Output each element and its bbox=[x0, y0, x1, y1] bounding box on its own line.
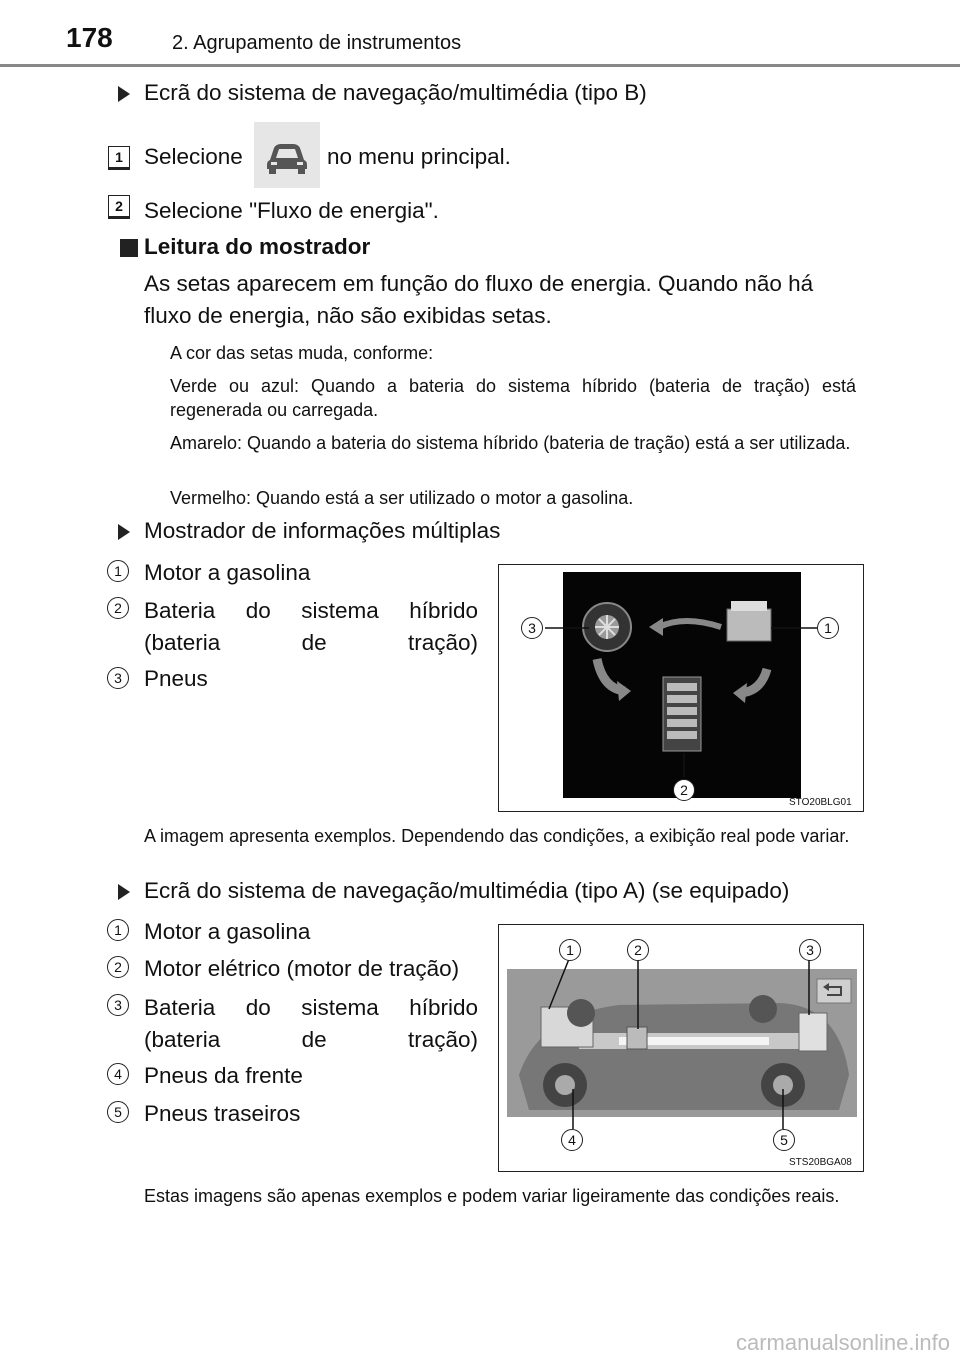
callout: 1 bbox=[559, 939, 581, 961]
section-heading-type-a: Ecrã do sistema de navegação/multimédia (tipo A) (se equipado) bbox=[144, 878, 790, 903]
step1-text-after: no menu principal. bbox=[327, 144, 511, 169]
item-text: Pneus traseiros bbox=[144, 1101, 301, 1126]
figure-multi-info-display bbox=[498, 564, 864, 812]
callout: 3 bbox=[799, 939, 821, 961]
note-color-intro: A cor das setas muda, conforme: bbox=[170, 343, 434, 363]
note-green-blue: Verde ou azul: Quando a bateria do sistema híbrido (bateria de tração) está regenerada ou carregada. bbox=[170, 376, 856, 420]
figure-caption: A imagem apresenta exemplos. Dependendo das condições, a exibição real pode variar. bbox=[144, 826, 850, 846]
step-number-1: 1 bbox=[108, 146, 130, 170]
item-text-line: Bateria do sistema híbrido (bateria de tração) bbox=[144, 598, 478, 655]
triangle-bullet-icon bbox=[118, 884, 130, 900]
item-text: Motor elétrico (motor de tração) bbox=[144, 956, 460, 981]
page-number: 178 bbox=[66, 22, 113, 53]
item-text: Pneus bbox=[144, 666, 208, 691]
note-yellow: Amarelo: Quando a bateria do sistema híbrido (bateria de tração) está a ser utilizada. bbox=[170, 433, 851, 453]
figure-caption: Estas imagens são apenas exemplos e podem variar ligeiramente das condições reais. bbox=[144, 1186, 840, 1206]
section-heading-type-b: Ecrã do sistema de navegação/multimédia (tipo B) bbox=[144, 80, 647, 105]
figure-code: STO20BLG01 bbox=[789, 797, 852, 808]
item-number: 1 bbox=[107, 919, 129, 941]
item-text: Motor a gasolina bbox=[144, 560, 311, 585]
callout: 1 bbox=[817, 617, 839, 639]
reading-paragraph: As setas aparecem em função do fluxo de energia. Quando não há fluxo de energia, não são exibidas setas. bbox=[144, 271, 814, 328]
step2-text: Selecione "Fluxo de energia". bbox=[144, 198, 439, 223]
reading-heading: Leitura do mostrador bbox=[144, 234, 371, 259]
step-number-2: 2 bbox=[108, 195, 130, 219]
note-red: Vermelho: Quando está a ser utilizado o motor a gasolina. bbox=[170, 488, 634, 508]
item-number: 3 bbox=[107, 667, 129, 689]
car-menu-icon bbox=[254, 122, 320, 188]
section-heading-multi-info: Mostrador de informações múltiplas bbox=[144, 518, 501, 543]
item-text: Motor a gasolina bbox=[144, 919, 311, 944]
callout: 3 bbox=[521, 617, 543, 639]
triangle-bullet-icon bbox=[118, 86, 130, 102]
hybrid-system-illustration bbox=[499, 925, 863, 1171]
item-number: 2 bbox=[107, 956, 129, 978]
figure-code: STS20BGA08 bbox=[789, 1157, 852, 1168]
step1-text-before: Selecione bbox=[144, 144, 243, 169]
item-text bbox=[144, 992, 478, 1056]
item-number: 4 bbox=[107, 1063, 129, 1085]
figure-nav-display-type-a bbox=[498, 924, 864, 1172]
callout: 2 bbox=[673, 779, 695, 801]
item-number: 3 bbox=[107, 994, 129, 1016]
callout: 5 bbox=[773, 1129, 795, 1151]
square-bullet-icon bbox=[120, 239, 138, 257]
callout: 4 bbox=[561, 1129, 583, 1151]
triangle-bullet-icon bbox=[118, 524, 130, 540]
header-divider bbox=[0, 64, 960, 67]
item-number: 2 bbox=[107, 597, 129, 619]
item-number: 5 bbox=[107, 1101, 129, 1123]
callout: 2 bbox=[627, 939, 649, 961]
chapter-title: 2. Agrupamento de instrumentos bbox=[172, 32, 462, 54]
item-number: 1 bbox=[107, 560, 129, 582]
item-text: Pneus da frente bbox=[144, 1063, 303, 1088]
item-text-line: Bateria do sistema híbrido (bateria de tração) bbox=[144, 995, 478, 1052]
energy-flow-illustration bbox=[499, 565, 863, 811]
watermark-link[interactable]: carmanualsonline.info bbox=[735, 1330, 950, 1355]
item-text bbox=[144, 595, 478, 659]
